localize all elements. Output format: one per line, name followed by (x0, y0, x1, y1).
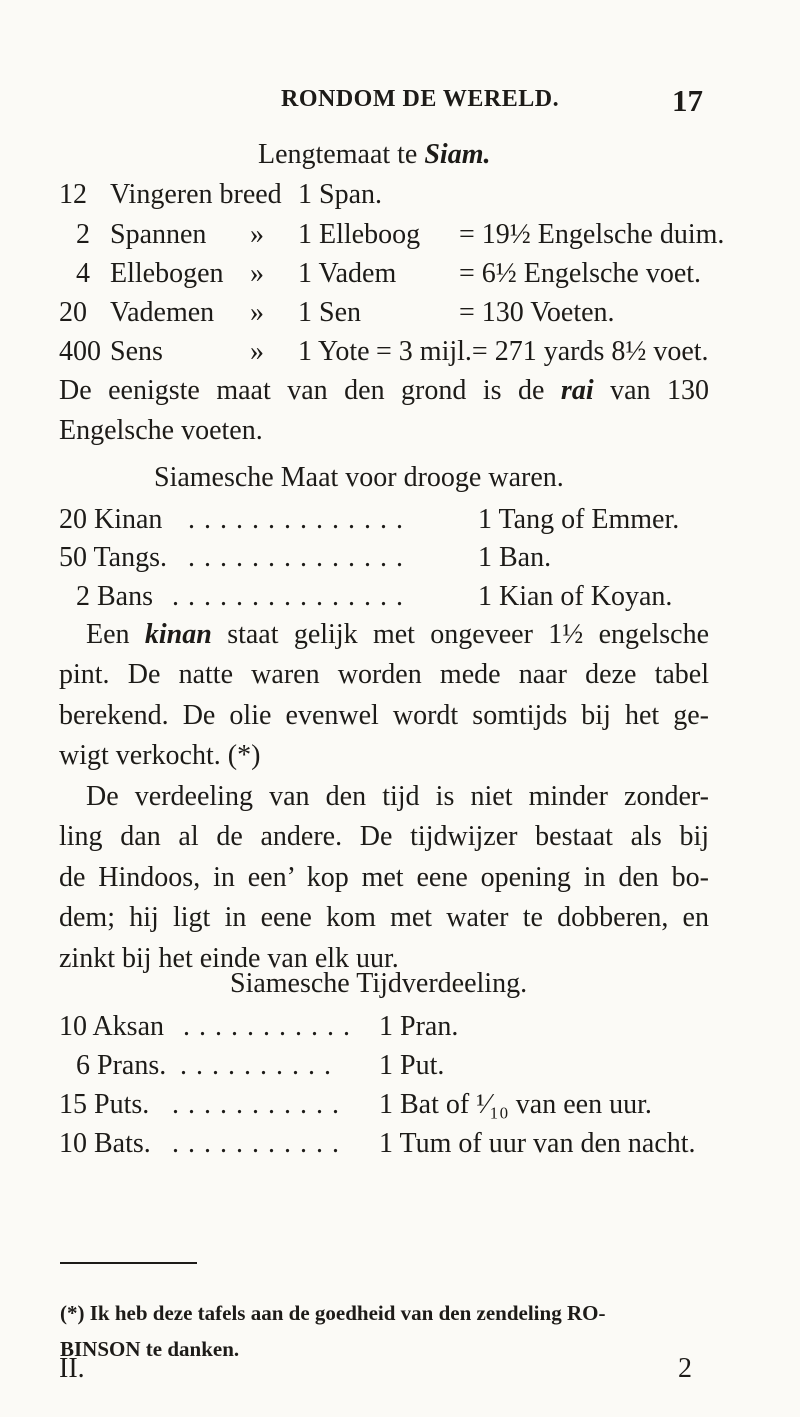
book-page: RONDOM DE WERELD. 17 Lengtemaat te Siam. 12 Vingeren breed 1 Span. 2 Spannen » 1 Elleboog = 19½ Engelsche duim. 4 Ellebogen » 1 Vadem = 6½ Engelsche voet. 20 Vademen » 1 Sen = 130 Voeten. 400 Sens » 1 Yote = 3 mijl.= 271 yards 8½ voet. De eenigste maat van den grond is de rai van 130 Engelsche voeten. Siamesche Maat voor drooge waren. 20 Kinan . . . . . . . . . . . . . . 1 Tang of Emmer. 50 Tangs. . . . . . . . . . . . . . . 1 Ban. 2 Bans . . . . . . . . . . . . . . . 1 Kian of Koyan. Een kinan staat gelijk met ongeveer 1½ engelsche pint. De natte waren worden mede naar deze tabel berekend. De olie evenwel wordt somtijds bij het ge- wigt verkocht. (*) De verdeeling van den tijd is niet minder zonder- ling dan al de andere. De tijdwijzer bestaat als bij de Hindoos, in een’ kop met eene opening in den bo- dem; hij ligt in eene kom met water te dobberen, en zinkt bij het einde van elk uur. Siamesche Tijdverdeeling. 10 Aksan . . . . . . . . . . . 1 Pran. 6 Prans. . . . . . . . . . . 1 Put. 15 Puts. . . . . . . . . . . . 1 Bat of ¹⁄₁₀ van een uur. 10 Bats. . . . . . . . . . . . 1 Tum of uur van den nacht. (*) Ik heb deze tafels aan de goedheid van den zendeling RO- BINSON te danken. II. 2 (0, 0, 800, 1417)
paragraph-kinan: Een kinan staat gelijk met ongeveer 1½ engelsche pint. De natte waren worden mede naar deze tabel berekend. De olie evenwel wordt somtijds bij het ge- wigt verkocht. (*) (59, 619, 710, 772)
running-title: RONDOM DE WERELD. (281, 86, 560, 112)
paragraph-grond: De eenigste maat van den grond is de rai van 130 Engelsche voeten. (59, 375, 709, 447)
section-heading-lengtemaat: Lengtemaat te Siam. (258, 139, 491, 170)
paragraph-tijd: De verdeeling van den tijd is niet minder zonder- ling dan al de andere. De tijdwijzer bestaat als bij de Hindoos, in een’ kop met eene opening in den bo- dem; hij ligt in eene kom met water te dobberen, en zinkt bij het einde van elk uur. (59, 781, 709, 974)
running-head (0, 83, 800, 118)
footnote: (*) Ik heb deze tafels aan de goedheid van den zendeling RO- BINSON te danken. (60, 1301, 606, 1361)
section-heading-tijdverdeeling: Siamesche Tijdverdeeling. (230, 968, 528, 999)
footnote-rule (60, 1262, 197, 1264)
heading-place-italic: Siam. (424, 139, 491, 170)
section-heading-drooge-waren: Siamesche Maat voor drooge waren. (154, 462, 564, 493)
signature-mark-right: 2 (678, 1353, 692, 1384)
signature-mark-left: II. (59, 1353, 85, 1384)
page-number: 17 (672, 83, 703, 118)
